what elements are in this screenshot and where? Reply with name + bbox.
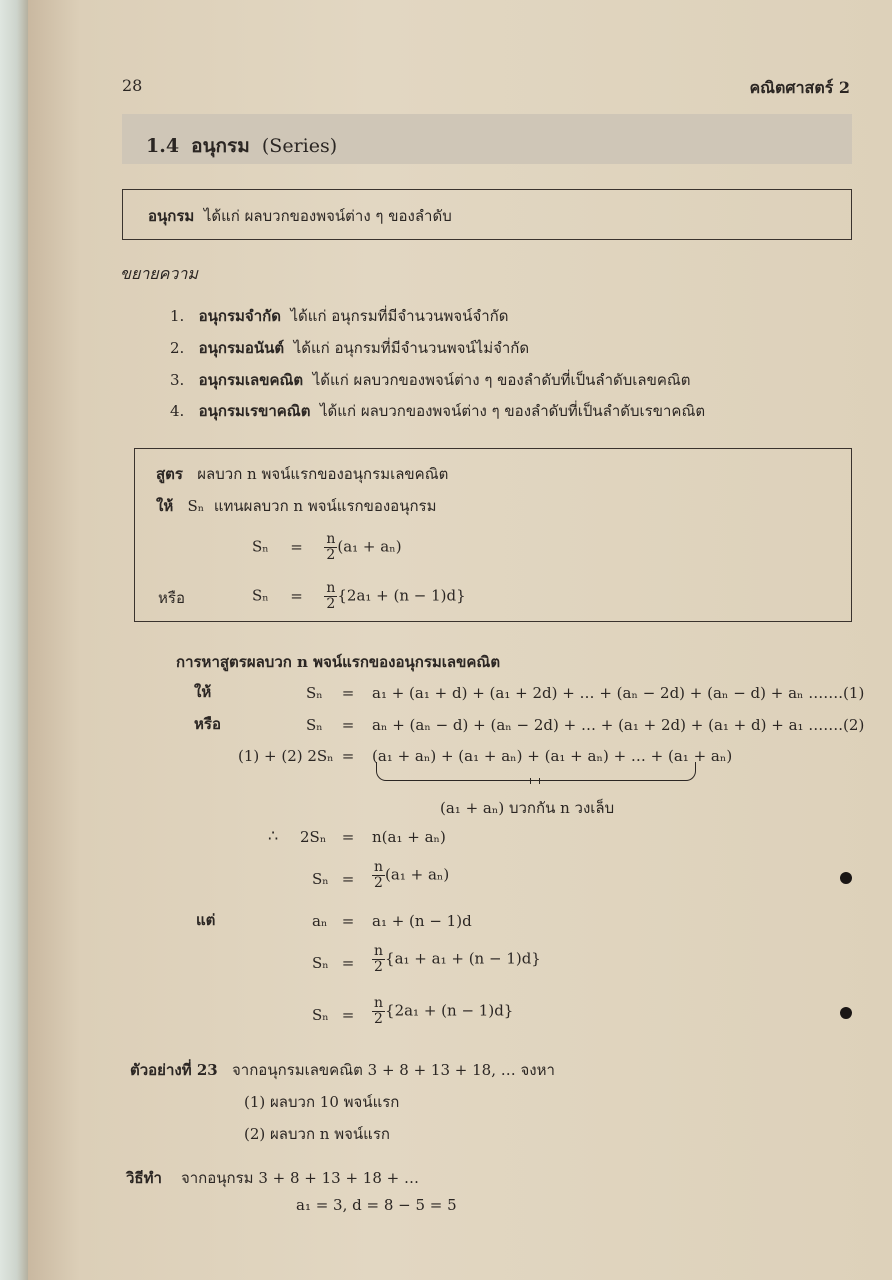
- fraction-numerator: n: [374, 859, 384, 875]
- derivation-sn: Sₙ: [312, 954, 329, 972]
- list-item-term: อนุกรมอนันต์: [198, 339, 285, 357]
- sn-symbol: Sₙ: [252, 537, 269, 556]
- list-item-number: 1.: [170, 307, 185, 325]
- equals-sign: =: [341, 954, 355, 972]
- equals-sign: =: [341, 684, 355, 702]
- formula-let: ให้: [156, 497, 174, 515]
- list-item: [170, 304, 508, 328]
- derivation-row-8: [372, 996, 513, 1027]
- derivation-row-1: a₁ + (a₁ + d) + (a₁ + 2d) + … + (aₙ − 2d) + (aₙ − d) + aₙ …….(1): [372, 684, 865, 702]
- derivation-2sn: 2Sₙ: [300, 828, 327, 846]
- list-item: [170, 336, 529, 360]
- derivation-an: aₙ: [312, 912, 328, 930]
- running-title: คณิตศาสตร์ 2: [749, 78, 850, 97]
- fraction-denominator: 2: [326, 547, 336, 563]
- derivation-heading: การหาสูตรผลบวก n พจน์แรกของอนุกรมเลขคณิต: [176, 653, 501, 671]
- section-heading: [146, 131, 337, 161]
- derivation-row-3: (a₁ + aₙ) + (a₁ + aₙ) + (a₁ + aₙ) + … + (a₁ + aₙ): [372, 747, 733, 765]
- fraction-n-over-2: [324, 581, 337, 612]
- equals-sign: =: [341, 828, 355, 846]
- page-number: 28: [122, 76, 143, 95]
- derivation-row-2: aₙ + (aₙ − d) + (aₙ − 2d) + … + (a₁ + 2d) + (a₁ + d) + a₁ …….(2): [372, 716, 865, 734]
- derivation-sn: Sₙ: [312, 1006, 329, 1024]
- bullet-marker: [840, 872, 852, 884]
- equals-sign: =: [290, 586, 303, 605]
- fraction-denominator: 2: [374, 959, 383, 975]
- solution-line: a₁ = 3, d = 8 − 5 = 5: [296, 1196, 457, 1214]
- fraction-n-over-2: [372, 944, 385, 975]
- list-item-term: อนุกรมเลขคณิต: [198, 371, 304, 389]
- derivation-row-3-label: (1) + (2) 2Sₙ: [238, 747, 334, 765]
- solution-text: จากอนุกรม 3 + 8 + 13 + 18 + …: [180, 1169, 419, 1187]
- formula-desc: ผลบวก n พจน์แรกของอนุกรมเลขคณิต: [197, 465, 449, 483]
- brace-note: (a₁ + aₙ) บวกกัน n วงเล็บ: [440, 799, 615, 817]
- formula-label: สูตร: [156, 465, 183, 483]
- list-item-text: ได้แก่ อนุกรมที่มีจำนวนพจน์จำกัด: [290, 307, 509, 325]
- derivation-row-5-rhs: (a₁ + aₙ): [385, 865, 450, 884]
- formula-or: หรือ: [158, 589, 185, 607]
- definition-text: ได้แก่ ผลบวกของพจน์ต่าง ๆ ของลำดับ: [203, 207, 452, 225]
- fraction-denominator: 2: [374, 875, 383, 891]
- formula-desc-2: แทนผลบวก n พจน์แรกของอนุกรม: [213, 497, 437, 515]
- list-item-term: อนุกรมเรขาคณิต: [198, 402, 311, 420]
- underbrace-tip: [530, 778, 540, 784]
- formula-2-rhs: {2a₁ + (n − 1)d}: [337, 586, 466, 605]
- derivation-row-8-rhs: {2a₁ + (n − 1)d}: [385, 1001, 514, 1020]
- equals-sign: =: [341, 747, 355, 765]
- example-question-1: (1) ผลบวก 10 พจน์แรก: [244, 1093, 400, 1111]
- equals-sign: =: [341, 870, 355, 888]
- formula-2: [252, 581, 466, 612]
- equals-sign: =: [341, 1006, 355, 1024]
- solution-label: วิธีทำ: [126, 1169, 162, 1187]
- formula-line-2: [156, 494, 436, 518]
- formula-1-rhs: (a₁ + aₙ): [337, 537, 402, 556]
- section-title: อนุกรม: [191, 135, 250, 157]
- derivation-let: ให้: [194, 683, 212, 701]
- list-item-text: ได้แก่ ผลบวกของพจน์ต่าง ๆ ของลำดับที่เป็นลำดับเลขคณิต: [312, 371, 691, 389]
- fraction-numerator: n: [374, 943, 384, 959]
- definition-term: อนุกรม: [148, 207, 195, 225]
- derivation-row-6: a₁ + (n − 1)d: [372, 912, 472, 930]
- list-item: [170, 399, 705, 423]
- example-label: ตัวอย่างที่ 23: [130, 1061, 218, 1079]
- fraction-denominator: 2: [374, 1011, 383, 1027]
- example-text: จากอนุกรมเลขคณิต 3 + 8 + 13 + 18, … จงหา: [232, 1061, 555, 1079]
- list-item-term: อนุกรมจำกัด: [198, 307, 281, 325]
- book-binding-edge: [0, 0, 28, 1280]
- sn-symbol: Sₙ: [252, 586, 269, 605]
- fraction-n-over-2: [372, 860, 385, 891]
- fraction-denominator: 2: [326, 596, 336, 612]
- formula-1: [252, 532, 402, 563]
- section-number: 1.4: [146, 135, 180, 157]
- sn-symbol: Sₙ: [187, 497, 205, 515]
- derivation-but: แต่: [196, 911, 216, 929]
- derivation-sn: Sₙ: [306, 716, 323, 734]
- equals-sign: =: [341, 912, 355, 930]
- explain-heading: ขยายความ: [120, 264, 198, 283]
- list-item-text: ได้แก่ อนุกรมที่มีจำนวนพจน์ไม่จำกัด: [293, 339, 530, 357]
- formula-line-1: [156, 462, 448, 486]
- equals-sign: =: [341, 716, 355, 734]
- list-item: [170, 368, 691, 392]
- derivation-sn: Sₙ: [306, 684, 323, 702]
- list-item-number: 3.: [170, 371, 185, 389]
- derivation-row-7-rhs: {a₁ + a₁ + (n − 1)d}: [385, 949, 541, 968]
- list-item-number: 4.: [170, 402, 185, 420]
- derivation-row-4: n(a₁ + aₙ): [372, 828, 446, 846]
- bullet-marker: [840, 1007, 852, 1019]
- derivation-row-5: [372, 860, 449, 891]
- equals-sign: =: [290, 537, 303, 556]
- derivation-row-7: [372, 944, 541, 975]
- therefore-symbol: ∴: [268, 826, 279, 845]
- fraction-n-over-2: [324, 532, 337, 563]
- derivation-sn: Sₙ: [312, 870, 329, 888]
- fraction-numerator: n: [326, 531, 336, 547]
- derivation-or: หรือ: [194, 715, 221, 733]
- definition: [148, 204, 452, 228]
- fraction-numerator: n: [374, 995, 384, 1011]
- solution: [126, 1166, 419, 1190]
- list-item-number: 2.: [170, 339, 185, 357]
- example: [130, 1058, 555, 1082]
- fraction-numerator: n: [326, 580, 336, 596]
- section-title-en: (Series): [261, 135, 338, 157]
- example-question-2: (2) ผลบวก n พจน์แรก: [244, 1125, 390, 1143]
- fraction-n-over-2: [372, 996, 385, 1027]
- list-item-text: ได้แก่ ผลบวกของพจน์ต่าง ๆ ของลำดับที่เป็นลำดับเรขาคณิต: [320, 402, 706, 420]
